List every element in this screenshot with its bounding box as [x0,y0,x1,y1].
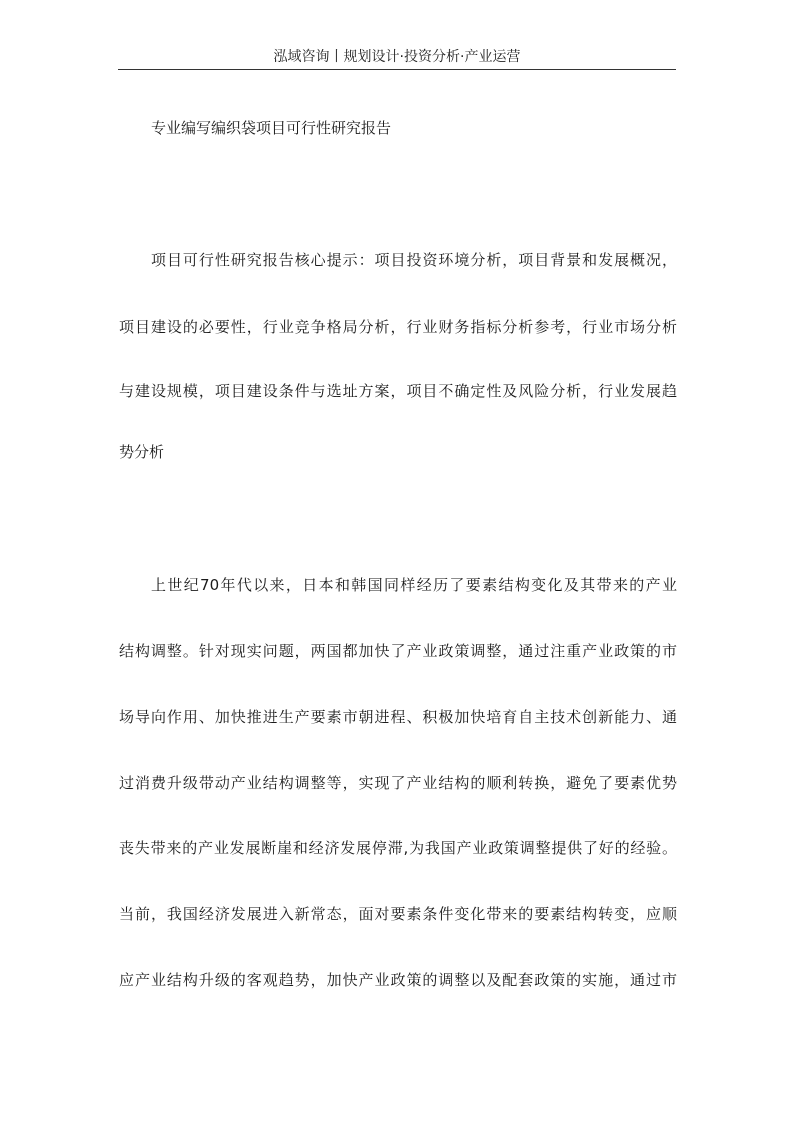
paragraph-2-line-1: 上世纪70年代以来，日本和韩国同样经历了要素结构变化及其带来的产业 [151,576,677,594]
page-header: 泓域咨询丨规划设计·投资分析·产业运营 [273,49,521,65]
header-divider [118,69,676,70]
paragraph-1-line-1: 项目可行性研究报告核心提示：项目投资环境分析，项目背景和发展概况， [151,251,677,269]
document-title: 专业编写编织袋项目可行性研究报告 [151,119,392,137]
paragraph-1-line-2: 项目建设的必要性，行业竞争格局分析，行业财务指标分析参考，行业市场分析 [119,318,677,336]
paragraph-2-line-6: 当前，我国经济发展进入新常态，面对要素条件变化带来的要素结构转变，应顺 [119,905,677,923]
paragraph-1-line-3: 与建设规模，项目建设条件与选址方案，项目不确定性及风险分析，行业发展趋 [119,382,677,400]
paragraph-1-line-4: 势分析 [119,443,165,461]
paragraph-2-line-5: 丧失带来的产业发展断崖和经济发展停滞,为我国产业政策调整提供了好的经验。 [119,839,677,857]
paragraph-2-line-2: 结构调整。针对现实问题，两国都加快了产业政策调整，通过注重产业政策的市 [119,642,677,660]
paragraph-2-line-7: 应产业结构升级的客观趋势，加快产业政策的调整以及配套政策的实施，通过市 [119,971,677,989]
paragraph-2-line-3: 场导向作用、加快推进生产要素市朝进程、积极加快培育自主技术创新能力、通 [119,708,677,726]
paragraph-2-line-4: 过消费升级带动产业结构调整等，实现了产业结构的顺利转换，避免了要素优势 [119,774,677,792]
